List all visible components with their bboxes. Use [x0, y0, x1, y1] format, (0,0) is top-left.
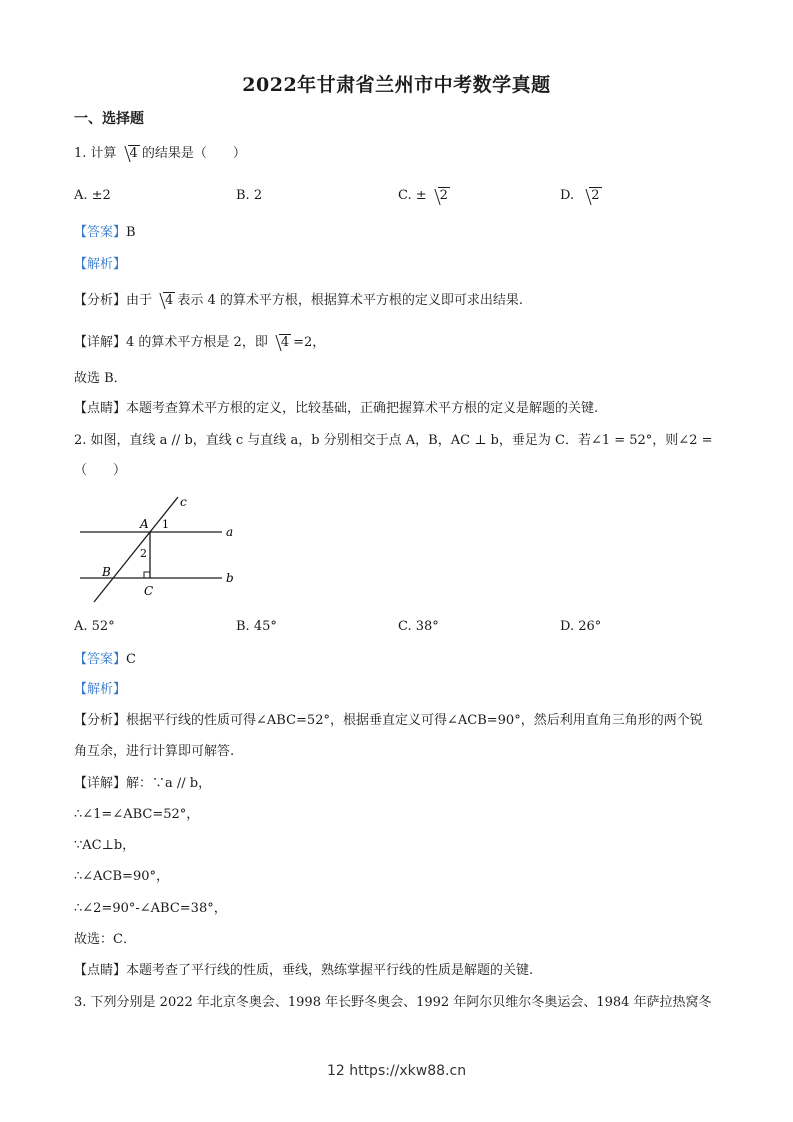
q1-option-a: A. ±2	[74, 188, 111, 203]
page-title: 2022年甘肃省兰州市中考数学真题	[242, 74, 551, 96]
answer-tag: 【答案】	[74, 225, 127, 240]
page-footer: 12 https://xkw88.cn	[326, 1063, 467, 1079]
xiangjie-tag: 【详解】	[74, 335, 127, 350]
fenxi-tag: 【分析】	[74, 713, 127, 728]
q3-stem-line1: 3. 下列分别是 2022 年北京冬奥会、1998 年长野冬奥会、1992 年阿尔贝维尔冬奥运会、1984 年萨拉热窝冬	[74, 995, 712, 1010]
q1-stem	[74, 145, 724, 163]
q1-xiangjie	[74, 334, 724, 352]
q2-stem-line2: （ ）	[74, 463, 127, 478]
dianjing-tag: 【点睛】	[74, 401, 127, 416]
q2-fenxi-text: 根据平行线的性质可得∠ABC=52°，根据垂直定义可得∠ACB=90°，然后利用直角三角形的两个锐	[126, 713, 703, 728]
q2-dianjing-text: 本题考查了平行线的性质，垂线，熟练掌握平行线的性质是解题的关键.	[126, 963, 534, 978]
q1-stem-tail: 的结果是（ ）	[141, 146, 246, 161]
q2-fenxi-line1	[74, 712, 724, 730]
q1-fenxi-pre: 由于	[126, 293, 153, 308]
line-c	[94, 497, 178, 602]
label-a: a	[226, 525, 234, 539]
q1-xiangjie-pre: 4 的算术平方根是 2，即	[126, 335, 268, 350]
q1-option-d-label: D.	[560, 188, 575, 203]
label-point-b: B	[102, 565, 111, 579]
sqrt-symbol	[270, 334, 291, 352]
q1-option-c	[398, 188, 452, 203]
q2-dianjing	[74, 962, 724, 980]
q2-fenxi-line2: 角互余，进行计算即可解答.	[74, 744, 235, 759]
sqrt-symbol	[119, 145, 140, 163]
label-point-c: C	[144, 584, 154, 598]
q1-option-c-radicand: 2	[439, 188, 448, 203]
xiangjie-tag: 【详解】	[74, 776, 127, 791]
sqrt-symbol	[580, 188, 601, 203]
q2-xiangjie	[74, 775, 724, 793]
answer-tag: 【答案】	[74, 652, 127, 667]
q1-xiangjie-post: =2，	[293, 335, 326, 350]
q2-option-c: C. 38°	[398, 619, 439, 634]
q2-option-a: A. 52°	[74, 619, 115, 634]
q1-fenxi	[74, 292, 724, 310]
q1-option-c-sign: ±	[415, 188, 427, 203]
q1-conclusion: 故选 B．	[74, 371, 127, 386]
fenxi-tag: 【分析】	[74, 293, 127, 308]
q1-option-c-label: C.	[398, 188, 412, 203]
parallel-lines-diagram	[74, 492, 244, 604]
q2-option-d: D. 26°	[560, 619, 602, 634]
label-b: b	[226, 571, 234, 585]
q2-step-4: ∴∠ACB=90°，	[74, 869, 169, 884]
q2-step-5: ∴∠2=90°-∠ABC=38°，	[74, 901, 227, 916]
dianjing-tag: 【点睛】	[74, 963, 127, 978]
label-angle-1: 1	[162, 518, 169, 531]
label-c: c	[180, 495, 187, 509]
q2-answer	[74, 651, 724, 669]
label-point-a: A	[140, 517, 149, 531]
right-angle-mark	[144, 572, 150, 578]
q1-option-d-radicand: 2	[591, 188, 600, 203]
section-heading: 一、选择题	[74, 111, 144, 127]
label-angle-2: 2	[140, 547, 147, 560]
q2-step-1: 解：∵a // b，	[126, 776, 212, 791]
q1-analysis-tag: 【解析】	[74, 257, 127, 272]
q2-answer-value: C	[126, 652, 136, 667]
q1-answer-value: B	[126, 225, 136, 240]
q2-analysis-tag: 【解析】	[74, 682, 127, 697]
q2-conclusion: 故选：C．	[74, 932, 136, 947]
q1-dianjing	[74, 400, 724, 418]
q1-option-b: B. 2	[236, 188, 263, 203]
q2-step-2: ∴∠1=∠ABC=52°，	[74, 807, 200, 822]
q1-dianjing-text: 本题考查算术平方根的定义，比较基础，正确把握算术平方根的定义是解题的关键.	[126, 401, 599, 416]
sqrt-symbol	[429, 188, 450, 203]
q2-option-b: B. 45°	[236, 619, 277, 634]
q1-xiangjie-radicand: 4	[280, 335, 290, 350]
q1-answer	[74, 224, 724, 242]
q1-fenxi-radicand: 4	[165, 293, 174, 308]
q1-fenxi-post: 表示 4 的算术平方根，根据算术平方根的定义即可求出结果.	[177, 293, 523, 308]
q1-radicand: 4	[129, 146, 138, 161]
q1-stem-text: 1. 计算	[74, 146, 117, 161]
q2-step-3: ∵AC⊥b，	[74, 838, 136, 853]
sqrt-symbol	[154, 292, 175, 310]
q2-stem-line1: 2. 如图，直线 a // b，直线 c 与直线 a，b 分别相交于点 A，B，AC ⊥ b，垂足为 C．若∠1 = 52°，则∠2 =	[74, 433, 713, 448]
q1-option-d	[560, 188, 604, 203]
